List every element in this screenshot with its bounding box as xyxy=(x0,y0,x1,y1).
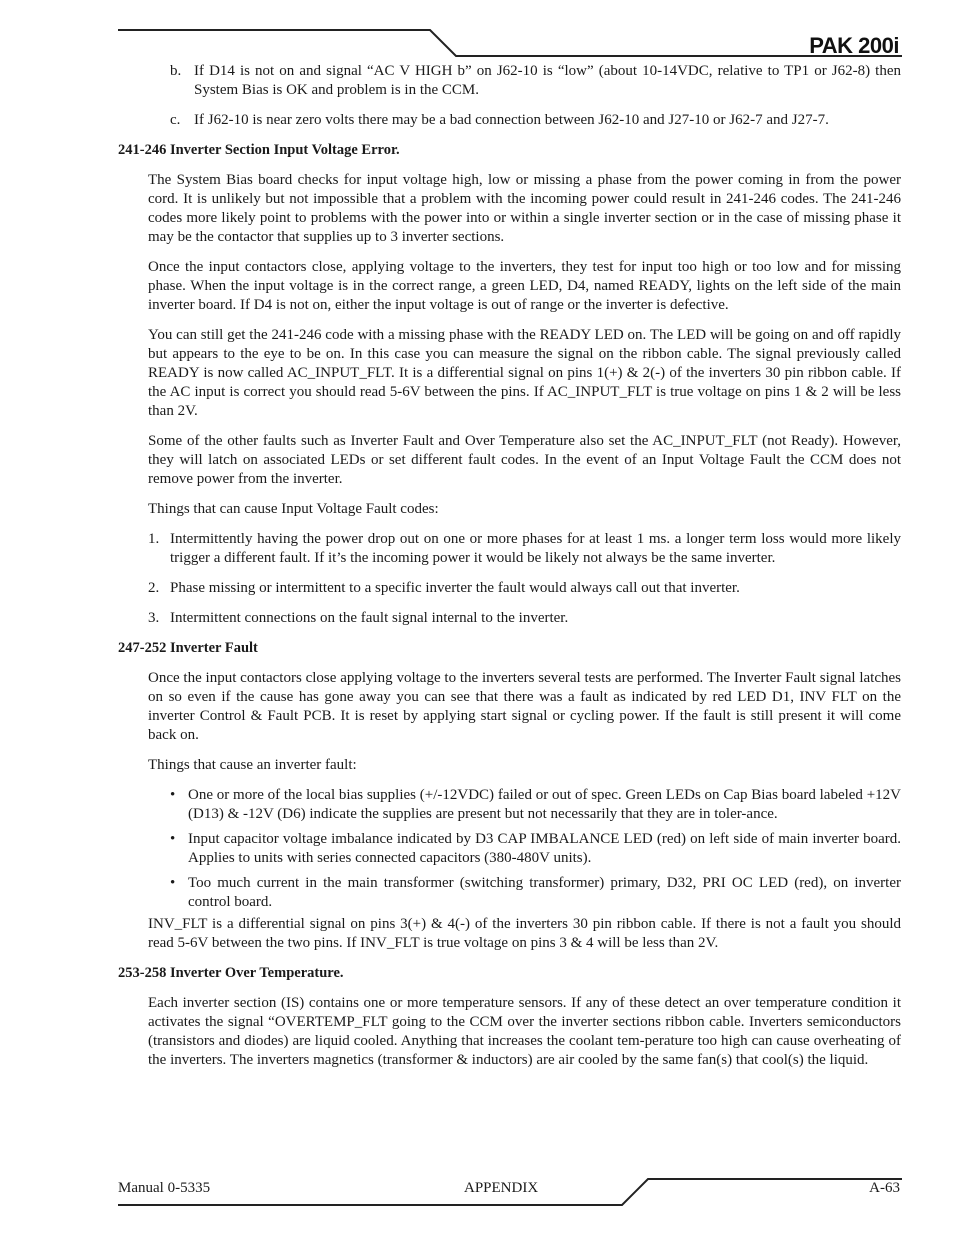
bullet-icon: • xyxy=(170,787,176,803)
manual-number: Manual 0-5335 xyxy=(118,1180,211,1196)
page-number: A-63 xyxy=(869,1180,900,1196)
bullet-item xyxy=(118,874,901,912)
numbered-item xyxy=(118,609,901,628)
paragraph: The System Bias board checks for input voltage high, low or missing a phase from the power coming in from the power cord. It is unlikely but not impossible that a problem with the incoming power could result in 241-246 codes. The 241-246 codes more likely point to problems with the power into or within a single inverter section or in the case of missing phase it may be the contactor that supplies up to 3 inverter sections. xyxy=(148,172,901,245)
paragraph: INV_FLT is a differential signal on pins 3(+) & 4(-) of the inverters 30 pin ribbon cable. If there is not a fault you should read 5-6V between the two pins. If INV_FLT is true voltage on pins 3 & 4 will be less than 2V. xyxy=(148,916,901,951)
bullet-icon: • xyxy=(170,831,176,847)
paragraph: Each inverter section (IS) contains one or more temperature sensors. If any of these detect an over temperature condition it activates the signal “OVERTEMP_FLT going to the CCM over the inverter sections ribbon cable. Inverters semiconductors (transistors and diodes) are liquid cooled. Anything that increases the coolant tem-perature too high can cause overheating of the inverters. The inverters magnetics (transformer & inductors) are air cooled by the same fan(s) that cool(s) the liquid. xyxy=(148,995,901,1068)
item-text: If J62-10 is near zero volts there may be a bad connection between J62-10 and J27-10 or J62-7 and J27-7. xyxy=(194,112,829,128)
intro-item xyxy=(118,62,901,100)
item-marker: 2. xyxy=(148,580,160,596)
item-text: Intermittent connections on the fault signal internal to the inverter. xyxy=(170,610,569,626)
page-content xyxy=(118,62,901,1081)
item-text: Intermittently having the power drop out on one or more phases for at least 1 ms. a longer term loss would more likely trigger a different fault. If it’s the incoming power it would be likely not always be the same inverter. xyxy=(170,531,901,566)
paragraph: Once the input contactors close applying voltage to the inverters several tests are performed. The Inverter Fault signal latches on so even if the cause has gone away you can see that there was a fault as indicated by red LED D1, INV FLT on the inverter Control & Fault PCB. It is reset by applying start signal or cycling power. If the fault is still present it will come back on. xyxy=(148,670,901,743)
paragraph: You can still get the 241-246 code with a missing phase with the READY LED on. The LED will be going on and off rapidly but appears to the eye to be on. In this case you can measure the signal on the ribbon cable. The signal previously called READY is now called AC_INPUT_FLT. It is a differential signal on pins 1(+) & 2(-) of the inverters 30 pin ribbon cable. If the AC input is correct you should read 5-6V between the pins. If AC_INPUT_FLT is true voltage on pins 1 & 2 will be less than 2V. xyxy=(148,327,901,419)
product-title: PAK 200i xyxy=(809,33,899,58)
section-heading-253-258: 253-258 Inverter Over Temperature. xyxy=(118,965,344,981)
item-text: Input capacitor voltage imbalance indicated by D3 CAP IMBALANCE LED (red) on left side of main inverter board. Applies to units with series connected capacitors (380-480V units). xyxy=(188,831,901,866)
item-marker: c. xyxy=(170,112,181,128)
item-marker: 1. xyxy=(148,531,160,547)
item-text: One or more of the local bias supplies (+/-12VDC) failed or out of spec. Green LEDs on Cap Bias board labeled +12V (D13) & -12V (D6) indicate the supplies are present but not necessarily that they are in toler-ance. xyxy=(188,787,901,822)
paragraph: Things that cause an inverter fault: xyxy=(148,757,357,773)
paragraph: Once the input contactors close, applying voltage to the inverters, they test for input too high or too low and for missing phase. When the input voltage is in the correct range, a green LED, D4, named READY, lights on the left side of the main inverter board. If D4 is not on, either the input voltage is out of range or the inverter is defective. xyxy=(148,259,901,313)
numbered-item xyxy=(118,530,901,568)
section-heading-241-246: 241-246 Inverter Section Input Voltage Error. xyxy=(118,142,400,158)
intro-item xyxy=(118,111,901,130)
item-text: Too much current in the main transformer (switching transformer) primary, D32, PRI OC LED (red), on inverter control board. xyxy=(188,875,901,910)
item-marker: 3. xyxy=(148,610,160,626)
section-heading-247-252: 247-252 Inverter Fault xyxy=(118,640,258,656)
bullet-item xyxy=(118,786,901,824)
item-text: If D14 is not on and signal “AC V HIGH b” on J62-10 is “low” (about 10-14VDC, relative to TP1 or J62-8) then System Bias is OK and problem is in the CCM. xyxy=(194,63,901,98)
item-marker: b. xyxy=(170,63,182,79)
section-name: APPENDIX xyxy=(464,1180,539,1196)
bullet-icon: • xyxy=(170,875,176,891)
bullet-item xyxy=(118,830,901,868)
item-text: Phase missing or intermittent to a specific inverter the fault would always call out that inverter. xyxy=(170,580,740,596)
paragraph: Things that can cause Input Voltage Fault codes: xyxy=(148,501,439,517)
numbered-item xyxy=(118,579,901,598)
paragraph: Some of the other faults such as Inverter Fault and Over Temperature also set the AC_INPUT_FLT (not Ready). However, they will latch on associated LEDs or set different fault codes. In the event of an Input Voltage Fault the CCM does not remove power from the inverter. xyxy=(148,433,901,487)
